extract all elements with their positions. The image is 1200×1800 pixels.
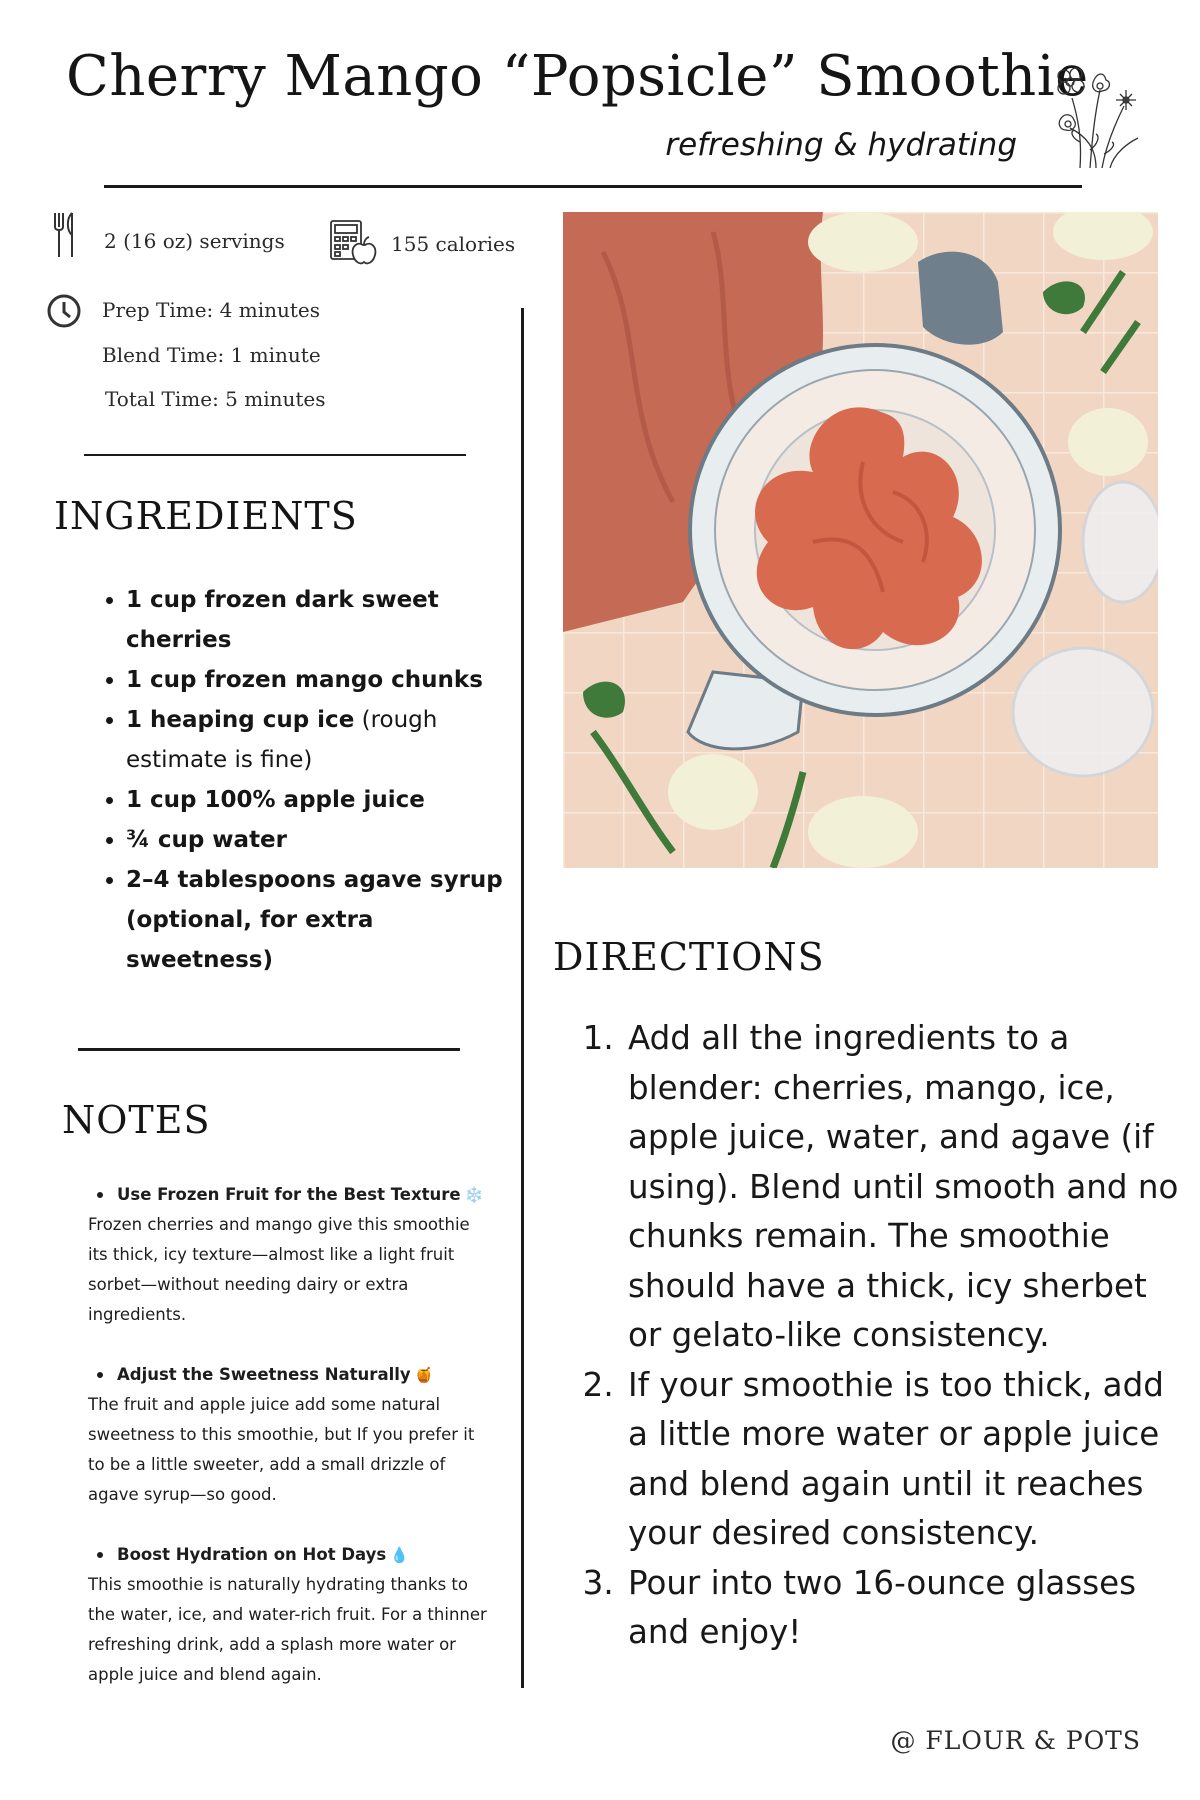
note-title: Boost Hydration on Hot Days 💧: [88, 1540, 488, 1570]
ingredient-item: • 1 heaping cup ice (rough estimate is fine): [126, 700, 526, 780]
clock-icon: [46, 293, 82, 329]
note-body: Frozen cherries and mango give this smoothie its thick, icy texture—almost like a light fruit sorbet—without needing dairy or extra ingredients.: [88, 1215, 470, 1324]
wildflowers-logo-icon: [1050, 58, 1146, 170]
ingredient-item: • 1 cup frozen dark sweet cherries: [126, 580, 526, 660]
fork-and-knife-icon: [52, 211, 78, 259]
servings-text: 2 (16 oz) servings: [104, 229, 285, 253]
ingredients-heading: INGREDIENTS: [54, 494, 358, 538]
calories-text: 155 calories: [391, 232, 516, 256]
ingredient-item: • 2–4 tablespoons agave syrup (optional, for extra sweetness): [126, 860, 526, 980]
recipe-subtitle: refreshing & hydrating: [665, 127, 1017, 163]
direction-step: 1. Add all the ingredients to a blender: cherries, mango, ice, apple juice, water, and agave (if using). Blend until smooth and no chunks remain. The smoothie should have a thick, icy sherbet or gelato-like consistency.: [624, 1014, 1184, 1361]
header-divider: [104, 185, 1082, 188]
note-title: Adjust the Sweetness Naturally 🍯: [88, 1360, 488, 1390]
directions-list: [590, 1014, 1184, 1658]
water-drop-icon: 💧: [390, 1546, 409, 1564]
note-item: [88, 1540, 488, 1690]
recipe-title: Cherry Mango “Popsicle” Smoothie: [66, 44, 1089, 109]
ingredients-divider: [78, 1048, 460, 1051]
ingredients-list: [88, 580, 526, 980]
total-time: Total Time: 5 minutes: [105, 387, 326, 411]
notes-list: [88, 1180, 488, 1720]
snowflake-icon: ❄️: [464, 1186, 484, 1204]
calculator-apple-icon: [329, 219, 377, 267]
honey-pot-icon: 🍯: [414, 1366, 434, 1384]
smoothie-blender-photo: [563, 212, 1158, 868]
brand-footer: @ FLOUR & POTS: [890, 1726, 1141, 1755]
direction-step: 3. Pour into two 16-ounce glasses and enjoy!: [624, 1559, 1184, 1658]
note-item: [88, 1360, 488, 1510]
note-item: [88, 1180, 488, 1330]
ingredient-item: • ¾ cup water: [126, 820, 526, 860]
ingredient-item: • 1 cup frozen mango chunks: [126, 660, 526, 700]
meta-divider: [84, 454, 466, 456]
direction-step: 2. If your smoothie is too thick, add a little more water or apple juice and blend again until it reaches your desired consistency.: [624, 1361, 1184, 1559]
ingredient-item: • 1 cup 100% apple juice: [126, 780, 526, 820]
note-body: This smoothie is naturally hydrating thanks to the water, ice, and water-rich fruit. For a thinner refreshing drink, add a splash more water or apple juice and blend again.: [88, 1575, 487, 1684]
note-title: Use Frozen Fruit for the Best Texture ❄️: [88, 1180, 488, 1210]
prep-time: Prep Time: 4 minutes: [102, 298, 320, 322]
note-body: The fruit and apple juice add some natural sweetness to this smoothie, but If you prefer it to be a little sweeter, add a small drizzle of agave syrup—so good.: [88, 1395, 475, 1504]
notes-heading: NOTES: [62, 1098, 211, 1142]
directions-heading: DIRECTIONS: [553, 935, 825, 979]
column-divider: [521, 308, 524, 1688]
blend-time: Blend Time: 1 minute: [102, 343, 321, 367]
